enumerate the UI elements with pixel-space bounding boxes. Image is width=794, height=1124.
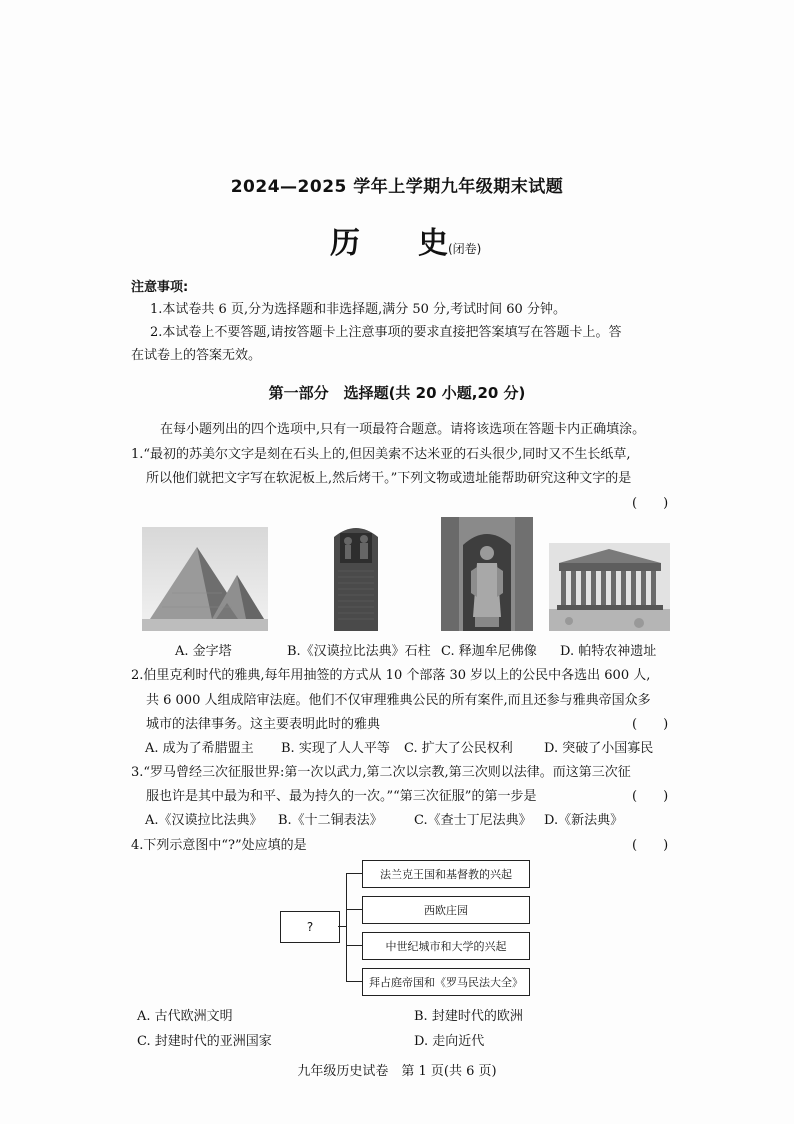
- q3-option-d: D.《新法典》: [544, 813, 624, 828]
- diagram-branch-2: [346, 909, 362, 910]
- notice-item-1: 1.本试卷共 6 页,分为选择题和非选择题,满分 50 分,考试时间 60 分钟。: [150, 302, 566, 317]
- diagram-branch-1: [346, 873, 362, 874]
- q4-option-a: A. 古代欧洲文明: [137, 1009, 233, 1024]
- q4-option-b: B. 封建时代的欧洲: [414, 1009, 523, 1024]
- diagram-branch-4: [346, 981, 362, 982]
- q1-option-d: D. 帕特农神遗址: [560, 644, 657, 659]
- q1-option-a: A. 金字塔: [175, 644, 232, 659]
- q2-text-line1: 2.伯里克利时代的雅典,每年用抽签的方式从 10 个部落 30 岁以上的公民中各选出 600 人,: [131, 668, 651, 683]
- q4-answer-paren: ( ): [632, 838, 669, 853]
- q3-option-b: B.《十二铜表法》: [278, 813, 383, 828]
- q1-answer-paren: ( ): [632, 496, 669, 511]
- q2-answer-paren: ( ): [632, 717, 669, 732]
- section-instruction: 在每小题列出的四个选项中,只有一项最符合题意。请将该选项在答题卡内正确填涂。: [160, 422, 646, 437]
- q2-option-a: A. 成为了希腊盟主: [145, 741, 254, 756]
- q3-option-a: A.《汉谟拉比法典》: [145, 813, 263, 828]
- diagram-box-2: 西欧庄园: [362, 896, 530, 924]
- q4-option-c: C. 封建时代的亚洲国家: [137, 1034, 272, 1049]
- diagram-box-4: 拜占庭帝国和《罗马民法大全》: [362, 968, 530, 996]
- subject-char-1: 历: [330, 226, 360, 261]
- buddha-statue-image: [441, 517, 533, 631]
- subject-char-2: 史: [418, 226, 448, 261]
- subject-note: (闭卷): [448, 242, 482, 256]
- q4-option-d: D. 走向近代: [414, 1034, 485, 1049]
- q1-option-b: B.《汉谟拉比法典》石柱: [287, 644, 431, 659]
- parthenon-image: [549, 543, 670, 631]
- q3-text-line1: 3.“罗马曾经三次征服世界:第一次以武力,第二次以宗教,第三次则以法律。而这第三次征: [131, 765, 631, 780]
- pyramid-image: [142, 527, 268, 631]
- diagram-vertical-line: [346, 873, 347, 982]
- subject-title: [330, 218, 481, 262]
- q2-option-d: D. 突破了小国寡民: [544, 741, 654, 756]
- diagram-branch-3: [346, 945, 362, 946]
- q3-answer-paren: ( ): [632, 789, 669, 804]
- notice-item-2: 2.本试卷上不要答题,请按答题卡上注意事项的要求直接把答案填写在答题卡上。答: [150, 325, 622, 340]
- q2-option-c: C. 扩大了公民权利: [404, 741, 513, 756]
- q2-text-line2: 共 6 000 人组成陪审法庭。他们不仅审理雅典公民的所有案件,而且还参与雅典帝国众多: [146, 693, 651, 708]
- q4-text-line1: 4.下列示意图中“?”处应填的是: [131, 838, 307, 853]
- q1-text-line1: 1.“最初的苏美尔文字是刻在石头上的,但因美索不达米亚的石头很少,同时又不生长纸草,: [131, 447, 631, 462]
- notice-item-2-cont: 在试卷上的答案无效。: [131, 348, 262, 363]
- diagram-connector: [338, 926, 346, 927]
- diagram-box-1: 法兰克王国和基督教的兴起: [362, 860, 530, 888]
- q3-text-line2: 服也许是其中最为和平、最为持久的一次。”“第三次征服”的第一步是: [146, 789, 537, 804]
- q3-option-c: C.《查士丁尼法典》: [414, 813, 532, 828]
- diagram-center-box: ?: [280, 911, 340, 943]
- q1-text-line2: 所以他们就把文字写在软泥板上,然后烤干。”下列文物或遗址能帮助研究这种文字的是: [146, 471, 632, 486]
- q2-option-b: B. 实现了人人平等: [281, 741, 390, 756]
- diagram-box-3: 中世纪城市和大学的兴起: [362, 932, 530, 960]
- section-heading: 第一部分 选择题(共 20 小题,20 分): [268, 384, 526, 402]
- hammurabi-stele-image: [328, 519, 384, 631]
- page-footer: 九年级历史试卷 第 1 页(共 6 页): [297, 1064, 497, 1079]
- exam-title: 2024—2025 学年上学期九年级期末试题: [230, 177, 564, 197]
- q1-option-c: C. 释迦牟尼佛像: [441, 644, 537, 659]
- notice-heading: 注意事项:: [131, 280, 189, 295]
- q2-text-line3: 城市的法律事务。这主要表明此时的雅典: [146, 717, 381, 732]
